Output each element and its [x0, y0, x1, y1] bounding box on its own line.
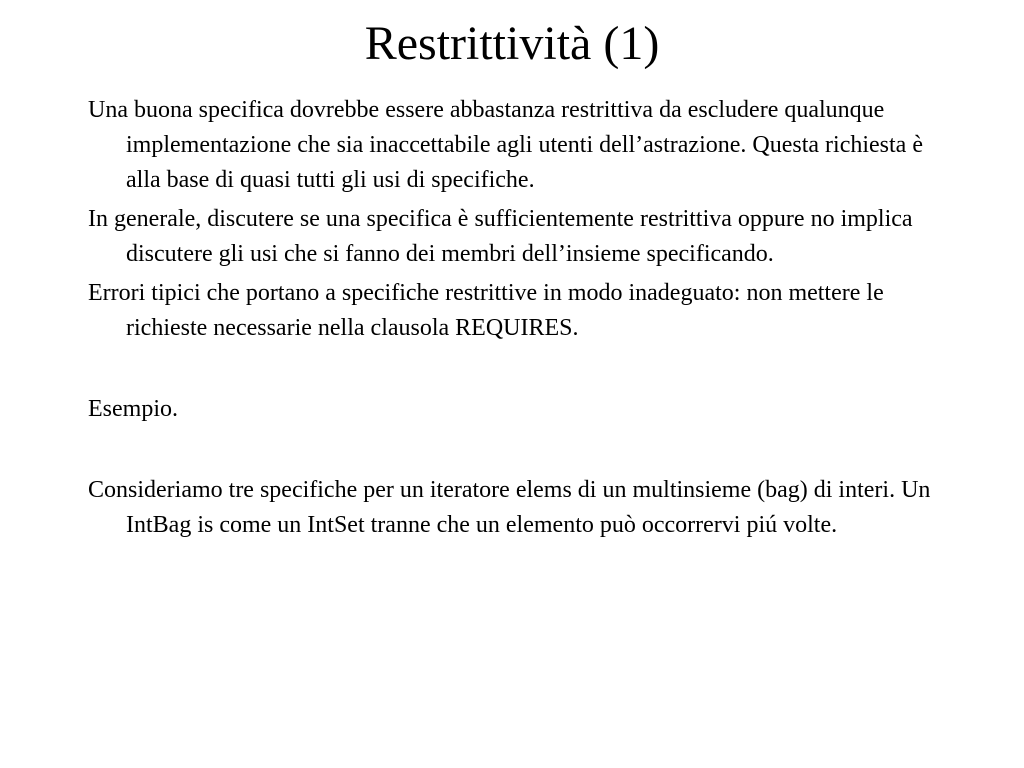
- paragraph-typical-errors: Errori tipici che portano a specifiche restrittive in modo inadeguato: non mettere le richieste necessarie nella clausola REQUIRES.: [88, 280, 884, 341]
- spacer: [88, 350, 958, 392]
- paragraph-restrictiveness-discussion: In generale, discutere se una specifica è sufficientemente restrittiva oppure no implica discutere gli usi che si fanno dei membri dell’insieme specificando.: [88, 206, 913, 267]
- spacer: [88, 431, 958, 473]
- paragraph-intbag-example: Consideriamo tre specifiche per un iteratore elems di un multinsieme (bag) di interi. Un IntBag is come un IntSet tranne che un elemento può occorrervi piú volte.: [88, 477, 931, 538]
- slide-title: Restrittività (1): [364, 17, 660, 70]
- slide-body: [88, 93, 958, 547]
- paragraph-restrictiveness-definition: Una buona specifica dovrebbe essere abbastanza restrittiva da escludere qualunque implementazione che sia inaccettabile agli utenti dell’astrazione. Questa richiesta è alla base di quasi tutti gli usi di specifiche.: [88, 97, 923, 193]
- paragraph-example-label: Esempio.: [88, 396, 178, 422]
